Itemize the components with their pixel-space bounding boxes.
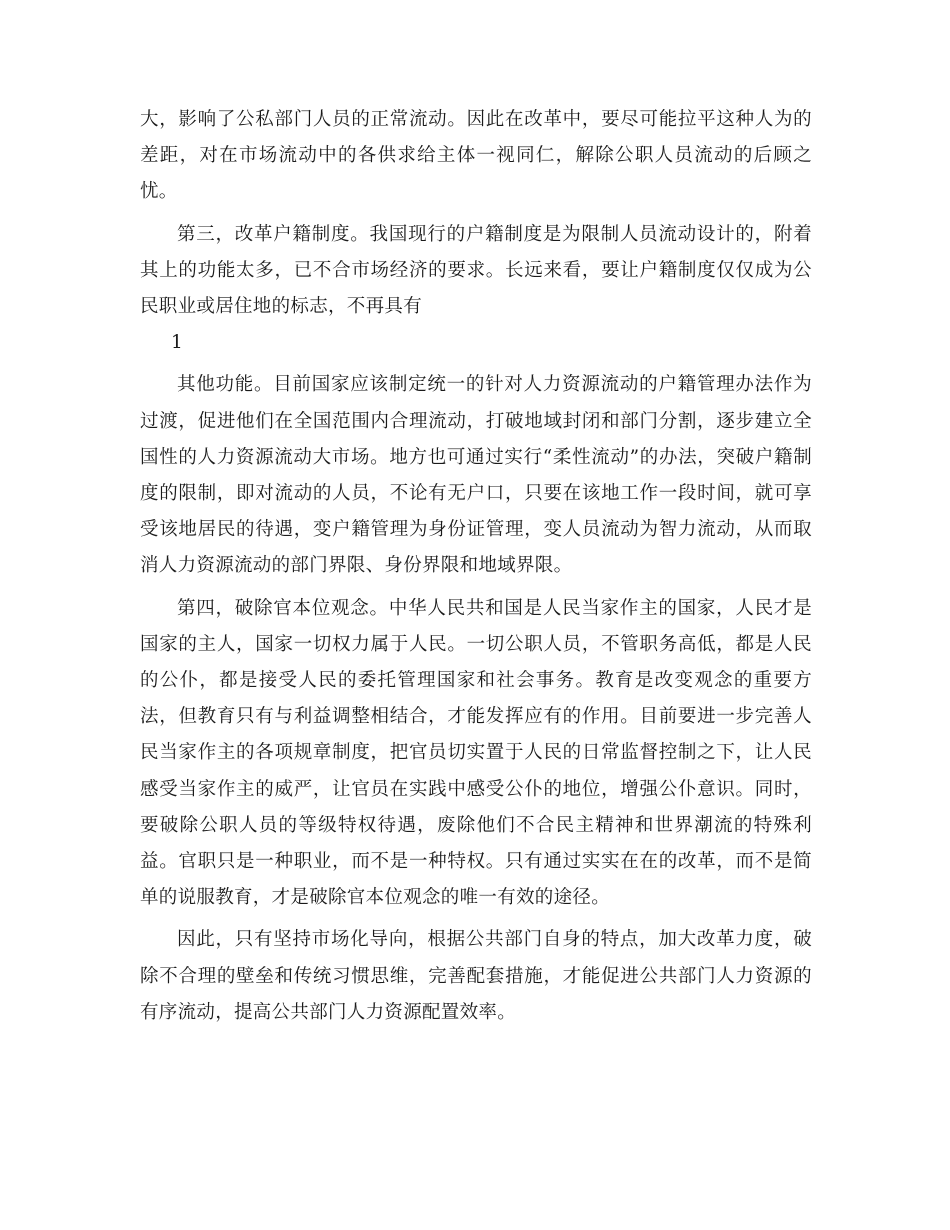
paragraph-continuation: 大，影响了公私部门人员的正常流动。因此在改革中，要尽可能拉平这种人为的差距，对在市场流动中的各供求给主体一视同仁，解除公职人员流动的后顾之忧。 <box>140 109 812 203</box>
paragraph-household-registration: 第三，改革户籍制度。我国现行的户籍制度是为限制人员流动设计的，附着其上的功能太多，已不合市场经济的要求。长远来看，要让户籍制度仅仅成为公民职业或居住地的标志，不再具有 <box>140 223 812 318</box>
paragraph-other-functions: 其他功能。目前国家应该制定统一的针对人力资源流动的户籍管理办法作为过渡，促进他们在全国范围内合理流动，打破地域封闭和部门分割，逐步建立全国性的人力资源流动大市场。地方也可通过实行“柔性流动”的办法，突破户籍制度的限制，即对流动的人员，不论有无户口，只要在该地工作一段时间，就可享受该地居民的待遇，变户籍管理为身份证管理，变人员流动为智力流动，从而取消人力资源流动的部门界限、身份界限和地域界限。 <box>140 374 812 577</box>
paragraph-official-standard: 第四，破除官本位观念。中华人民共和国是人民当家作主的国家，人民才是国家的主人，国家一切权力属于人民。一切公职人员，不管职务高低，都是人民的公仆，都是接受人民的委托管理国家和社会事务。教育是改变观念的重要方法，但教育只有与利益调整相结合，才能发挥应有的作用。目前要进一步完善人民当家作主的各项规章制度，把官员切实置于人民的日常监督控制之下，让人民感受当家作主的威严，让官员在实践中感受公仆的地位，增强公仆意识。同时，要破除公职人员的等级特权待遇，废除他们不合民主精神和世界潮流的特殊利益。官职只是一种职业，而不是一种特权。只有通过实实在在的改革，而不是简单的说服教育，才是破除官本位观念的唯一有效的途径。 <box>140 597 812 909</box>
paragraph-conclusion: 因此，只有坚持市场化导向，根据公共部门自身的特点，加大改革力度，破除不合理的壁垒和传统习惯思维，完善配套措施，才能促进公共部门人力资源的有序流动，提高公共部门人力资源配置效率。 <box>140 929 812 1023</box>
document-page <box>140 102 812 1031</box>
page-number: 1 <box>171 332 183 354</box>
